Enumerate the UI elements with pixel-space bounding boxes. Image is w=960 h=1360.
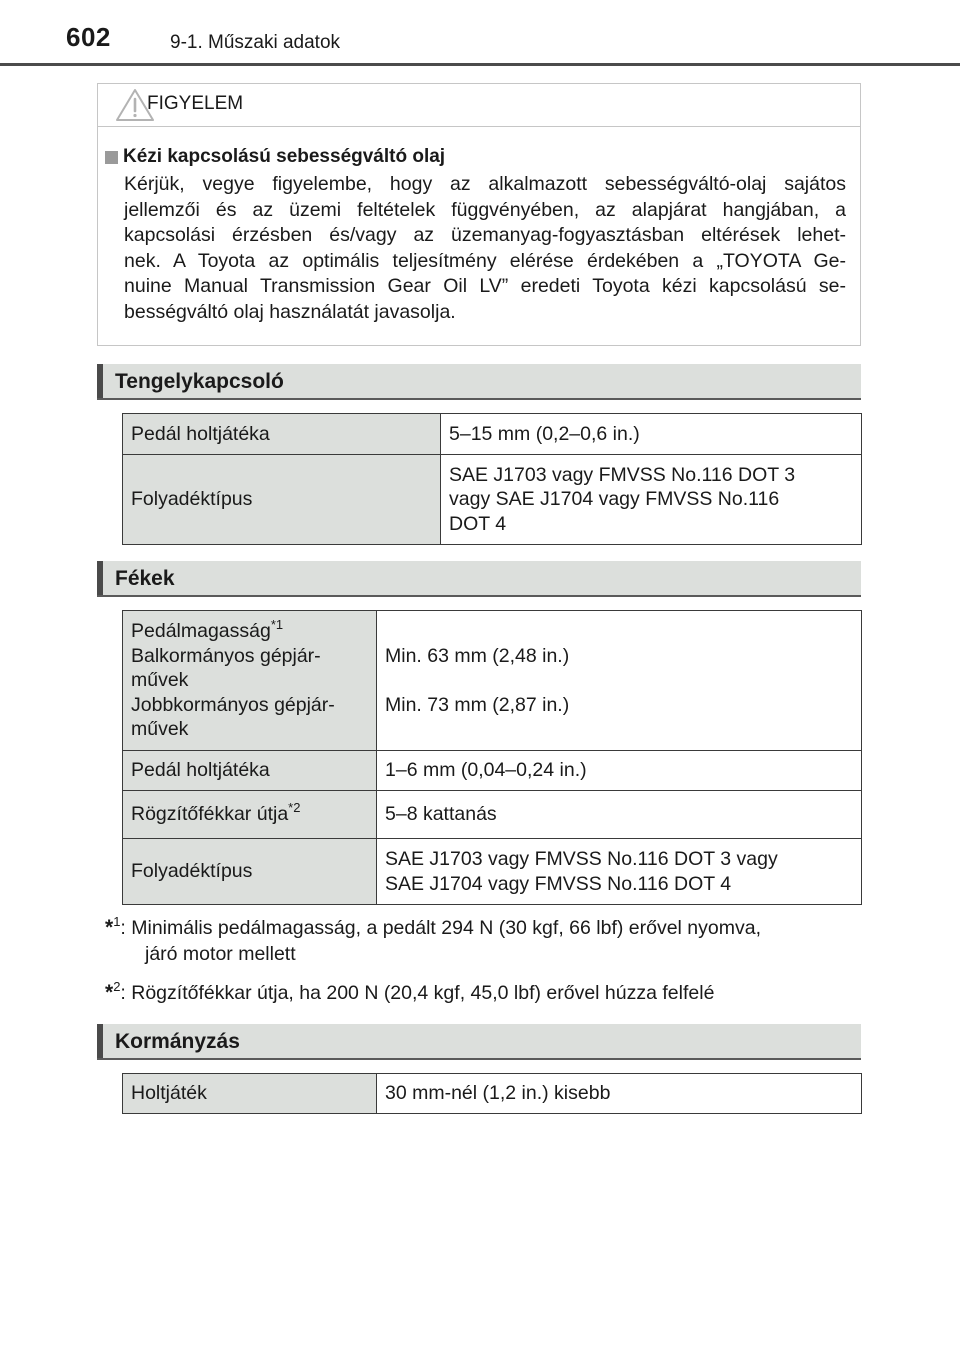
- brakes-table: [122, 610, 862, 905]
- spec-label-line: művek: [131, 669, 189, 692]
- warning-line: nek. A Toyota az optimális teljesítmény elérése érdekében a „TOYOTA Ge-: [124, 249, 846, 272]
- table-row: [123, 839, 862, 905]
- spec-label-line: Jobbkormányos gépjár-: [131, 693, 335, 716]
- spec-value-line: SAE J1703 vagy FMVSS No.116 DOT 3: [449, 463, 796, 486]
- warning-line: jellemzői és az üzemi feltételek függvényében, az alapjárat hangjában, a: [124, 198, 846, 221]
- spec-value-line: SAE J1704 vagy FMVSS No.116 DOT 4: [385, 872, 732, 895]
- footnote-number: 1: [113, 914, 121, 929]
- spec-value-line: vagy SAE J1704 vagy FMVSS No.116: [449, 488, 780, 511]
- table-row: [123, 751, 862, 791]
- section-path: 9-1. Műszaki adatok: [170, 32, 341, 53]
- footnote-text: : Minimális pedálmagasság, a pedált 294 N (30 kgf, 66 lbf) erővel nyomva,: [120, 917, 761, 939]
- footnote-2: [105, 980, 714, 1006]
- table-row: [123, 611, 862, 751]
- footnote-text-cont: járó motor mellett: [145, 943, 296, 965]
- warning-line: kapcsolási érzésben és/vagy az üzemanyag-fogyasztásban eltérések lehet-: [124, 224, 846, 247]
- spec-value: 5–8 kattanás: [377, 791, 862, 839]
- spec-value: 1–6 mm (0,04–0,24 in.): [377, 751, 862, 791]
- spec-label-line: művek: [131, 718, 189, 741]
- bullet-square-icon: [105, 151, 118, 164]
- warning-title: FIGYELEM: [147, 93, 244, 114]
- spec-value: [441, 455, 862, 545]
- footnote-star: *: [105, 981, 114, 1004]
- section-title: Tengelykapcsoló: [115, 370, 284, 393]
- table-row: [123, 791, 862, 839]
- footnote-1: [105, 915, 761, 967]
- spec-label: Holtjáték: [123, 1074, 377, 1114]
- steering-table: [122, 1073, 862, 1114]
- spec-label: Folyadéktípus: [123, 839, 377, 905]
- table-row: [123, 1074, 862, 1114]
- spec-value-line: SAE J1703 vagy FMVSS No.116 DOT 3 vagy: [385, 848, 778, 870]
- warning-box: [97, 83, 861, 346]
- warning-subtitle: [105, 146, 846, 168]
- footnote-mark: *2: [288, 800, 301, 816]
- spec-label: [123, 611, 377, 751]
- footnote-text: : Rögzítőfékkar útja, ha 200 N (20,4 kgf, 45,0 lbf) erővel húzza felfelé: [120, 982, 715, 1004]
- spec-label: Folyadéktípus: [123, 455, 441, 545]
- spec-value: 30 mm-nél (1,2 in.) kisebb: [377, 1074, 862, 1114]
- warning-text: [124, 172, 846, 326]
- spec-value-line: DOT 4: [449, 512, 507, 535]
- footnote-star: *: [105, 916, 114, 939]
- pedal-height-label: Pedálmagasság: [131, 620, 271, 643]
- section-title: Fékek: [115, 567, 175, 590]
- header-rule: [0, 63, 960, 66]
- section-brakes: [97, 561, 861, 597]
- warning-line: bességváltó olaj használatát javasolja.: [124, 300, 456, 323]
- spec-label: Pedál holtjátéka: [123, 751, 377, 791]
- warning-header: [98, 84, 860, 127]
- footnote-mark: *1: [270, 617, 284, 633]
- spec-label: [123, 791, 377, 839]
- spec-label-line: Balkormányos gépjár-: [131, 644, 321, 667]
- spec-value-line: Min. 63 mm (2,48 in.): [385, 644, 570, 667]
- parking-brake-label: Rögzítőfékkar útja: [131, 803, 289, 826]
- table-row: [123, 414, 862, 455]
- spec-label: Pedál holtjátéka: [123, 414, 441, 455]
- spec-label-line: [131, 619, 368, 644]
- spec-value: [377, 839, 862, 905]
- footnote-number: 2: [113, 979, 121, 994]
- section-steering: [97, 1024, 861, 1060]
- section-clutch: [97, 364, 861, 400]
- spec-value: 5–15 mm (0,2–0,6 in.): [441, 414, 862, 455]
- section-title: Kormányzás: [115, 1030, 240, 1053]
- spec-value: [377, 611, 862, 751]
- warning-line: nuine Manual Transmission Gear Oil LV” eredeti Toyota kézi kapcsolású se-: [124, 275, 846, 298]
- table-row: [123, 455, 862, 545]
- spec-value-line: Min. 73 mm (2,87 in.): [385, 694, 570, 716]
- warning-body: [98, 127, 860, 326]
- warning-subtitle-text: Kézi kapcsolású sebességváltó olaj: [123, 146, 446, 167]
- warning-line: Kérjük, vegye figyelembe, hogy az alkalmazott sebességváltó-olaj sajátos: [124, 173, 846, 195]
- clutch-table: [122, 413, 862, 545]
- page-number: 602: [66, 22, 111, 52]
